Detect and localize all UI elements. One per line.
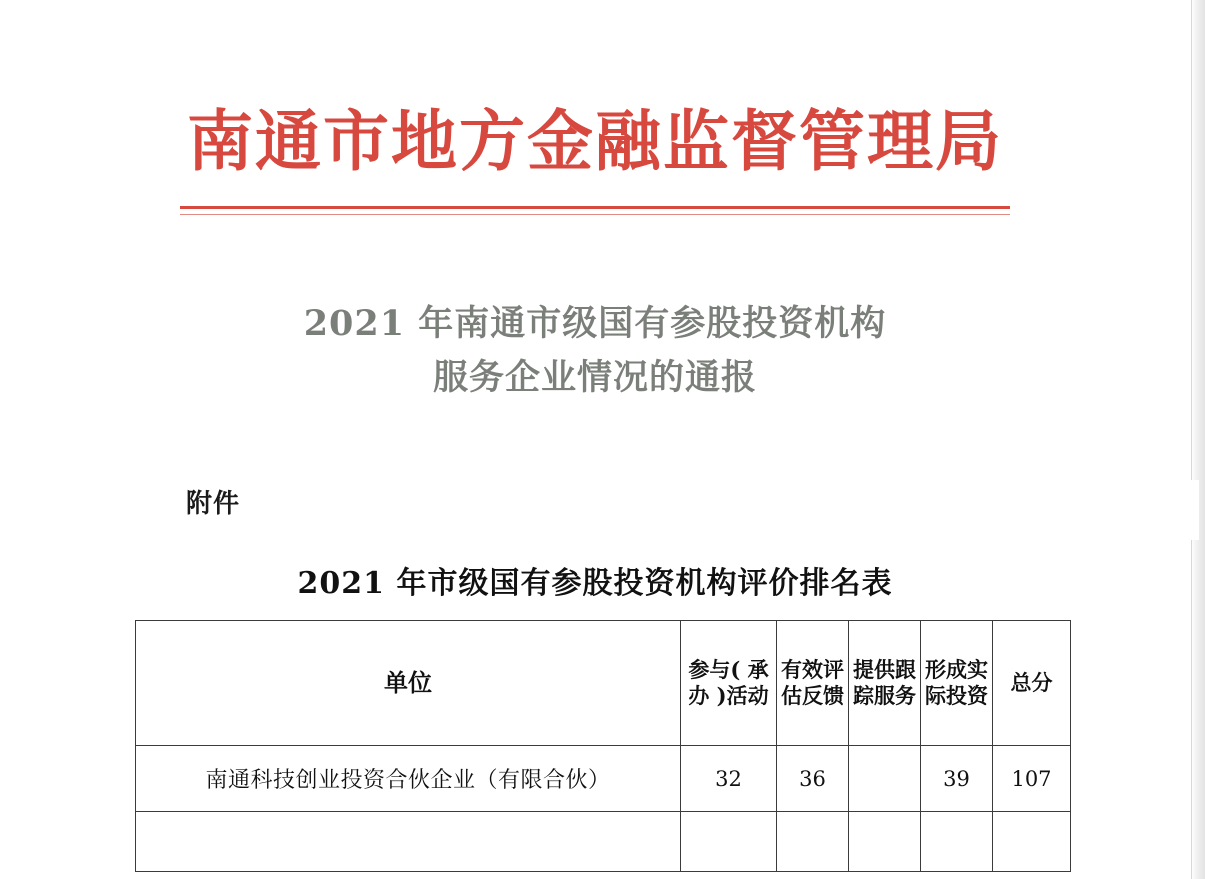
- page-edge-line: [1191, 0, 1192, 879]
- letterhead-divider-thin: [180, 214, 1010, 215]
- page-edge-shadow: [1191, 0, 1205, 879]
- table-row: [136, 746, 1071, 812]
- table-title: 2021 年市级国有参股投资机构评价排名表: [297, 566, 893, 602]
- table-row: [136, 812, 1071, 872]
- cell-tracking: [849, 812, 921, 872]
- letterhead-divider-thick: [180, 206, 1010, 209]
- cell-total: 107: [993, 746, 1071, 812]
- document-heading-line-2: 服务企业情况的通报: [432, 357, 757, 399]
- cell-investment: [921, 812, 993, 872]
- table-header-row: [136, 621, 1071, 746]
- document-heading: [0, 297, 1190, 406]
- column-header-tracking: 提供跟踪服务: [849, 621, 921, 746]
- cell-unit: 南通科技创业投资合伙企业（有限合伙）: [136, 746, 681, 812]
- cell-evaluation: [777, 812, 849, 872]
- cell-activity: [681, 812, 777, 872]
- cell-unit: [136, 812, 681, 872]
- cell-activity: 32: [681, 746, 777, 812]
- table-header: [136, 621, 1071, 746]
- document-heading-line-1: 2021 年南通市级国有参股投资机构: [303, 302, 887, 344]
- table-body: [136, 746, 1071, 872]
- column-header-total: 总分: [993, 621, 1071, 746]
- column-header-activity: 参与( 承办 )活动: [681, 621, 777, 746]
- cell-total: [993, 812, 1071, 872]
- column-header-unit: 单位: [136, 621, 681, 746]
- cell-tracking: [849, 746, 921, 812]
- letterhead-divider: [180, 206, 1010, 215]
- ranking-table-container: [0, 620, 1190, 872]
- column-header-evaluation: 有效评估反馈: [777, 621, 849, 746]
- ranking-table: [135, 620, 1071, 872]
- cell-evaluation: 36: [777, 746, 849, 812]
- letterhead: [0, 104, 1190, 215]
- cell-investment: 39: [921, 746, 993, 812]
- column-header-investment: 形成实际投资: [921, 621, 993, 746]
- letterhead-organization: 南通市地方金融监督管理局: [187, 102, 1003, 180]
- page-edge-gap: [1190, 480, 1199, 540]
- attachment-label: 附件: [186, 489, 241, 520]
